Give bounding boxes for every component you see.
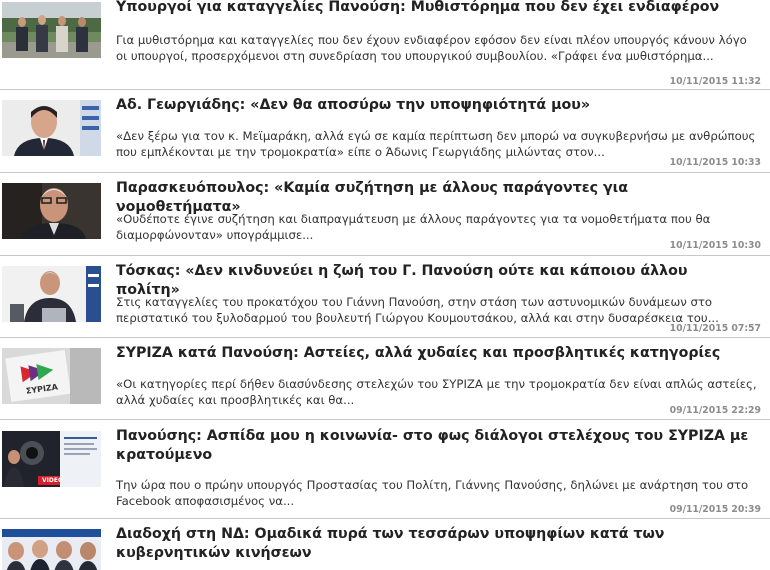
photo-image-icon bbox=[2, 348, 101, 404]
article-timestamp: 09/11/2015 22:29 bbox=[669, 405, 761, 416]
article-summary: «Ουδέποτε έγινε συζήτηση και διαπραγμάτευση με άλλους παράγοντες για τα νομοθετήματα που θα διαμορφώνονταν» υπογράμμισε... bbox=[116, 212, 711, 242]
article-title[interactable]: Τόσκας: «Δεν κινδυνεύει η ζωή του Γ. Πανούση ούτε και κάποιου άλλου πολίτη» bbox=[116, 263, 688, 298]
divider bbox=[0, 518, 770, 519]
photo-image-icon bbox=[2, 183, 101, 239]
svg-text:ΣΥΡΙΖΑ: ΣΥΡΙΖΑ bbox=[25, 382, 59, 396]
video-badge: VIDEO bbox=[42, 477, 64, 484]
photo-image-icon bbox=[2, 529, 101, 570]
photo-image-icon bbox=[2, 266, 101, 322]
divider bbox=[0, 255, 770, 256]
article-timestamp: 10/11/2015 10:30 bbox=[669, 240, 761, 251]
article-summary: «Οι κατηγορίες περί δήθεν διασύνδεσης στελεχών του ΣΥΡΙΖΑ με την τρομοκρατία δεν είναι απλώς αστείες, αλλά χυδαίες και προσβλητικές και θα... bbox=[116, 377, 757, 407]
article-thumbnail-syriza-logo[interactable] bbox=[2, 348, 101, 404]
article-title[interactable]: ΣΥΡΙΖΑ κατά Πανούση: Αστείες, αλλά χυδαίες και προσβλητικές κατηγορίες bbox=[116, 345, 721, 361]
article-title[interactable]: Υπουργοί για καταγγελίες Πανούση: Μυθιστόρημα που δεν έχει ενδιαφέρον bbox=[116, 0, 720, 15]
photo-image-icon bbox=[2, 100, 101, 156]
photo-image-icon bbox=[2, 2, 101, 58]
article-summary: Για μυθιστόρημα και καταγγελίες που δεν έχουν ενδιαφέρον εφόσον δεν είναι πλέον υπουργός κάνουν λόγο οι υπουργοί, προσερχόμενοι στη συνεδρίαση του υπουργικού συμβουλίου. «Γράφει ένα μυθιστόρημα... bbox=[116, 33, 747, 63]
article-thumbnail-panousis-video[interactable] bbox=[2, 431, 101, 487]
divider bbox=[0, 89, 770, 90]
article-timestamp: 09/11/2015 20:39 bbox=[669, 504, 761, 515]
article-timestamp: 10/11/2015 07:57 bbox=[669, 323, 761, 334]
article-title[interactable]: Αδ. Γεωργιάδης: «Δεν θα αποσύρω την υποψηφιότητά μου» bbox=[116, 97, 591, 113]
article-title[interactable]: Διαδοχή στη ΝΔ: Ομαδικά πυρά των τεσσάρων υποψηφίων κατά των κυβερνητικών κινήσεων bbox=[116, 526, 665, 561]
article-summary: Την ώρα που ο πρώην υπουργός Προστασίας του Πολίτη, Γιάννης Πανούσης, δηλώνει με ανάρτηση του στο Facebook αποφασισμένος να... bbox=[116, 478, 749, 508]
divider bbox=[0, 419, 770, 420]
article-thumbnail-ministers-walking[interactable] bbox=[2, 2, 101, 58]
article-thumbnail-toskas[interactable] bbox=[2, 266, 101, 322]
article-timestamp: 10/11/2015 10:33 bbox=[669, 157, 761, 168]
article-thumbnail-nd-candidates[interactable] bbox=[2, 529, 101, 570]
divider bbox=[0, 337, 770, 338]
article-summary: Στις καταγγελίες του προκατόχου του Γιάννη Πανούση, στην στάση των αστυνομικών δυνάμεων στο περιστατικό του ξυλοδαρμού του βουλευτή Γιώργου Κουμουτσάκου, αλλά και στην δυσαρέσκεια του... bbox=[116, 295, 719, 325]
article-thumbnail-paraskevopoulos[interactable] bbox=[2, 183, 101, 239]
article-title[interactable]: Παρασκευόπουλος: «Καμία συζήτηση με άλλους παράγοντες για νομοθετήματα» bbox=[116, 180, 628, 215]
article-summary: «Δεν ξέρω για τον κ. Μεϊμαράκη, αλλά εγώ σε καμία περίπτωση δεν μπορώ να συγκυβερνήσω με ανθρώπους που εμπλέκονται με την τρομοκρατία» είπε ο Άδωνις Γεωργιάδης μιλώντας στον... bbox=[116, 129, 756, 159]
divider bbox=[0, 172, 770, 173]
article-timestamp: 10/11/2015 11:32 bbox=[669, 76, 761, 87]
article-title[interactable]: Πανούσης: Ασπίδα μου η κοινωνία- στο φως διάλογοι στελέχους του ΣΥΡΙΖΑ με κρατούμενο bbox=[116, 428, 749, 463]
article-thumbnail-georgiadis-portrait[interactable] bbox=[2, 100, 101, 156]
